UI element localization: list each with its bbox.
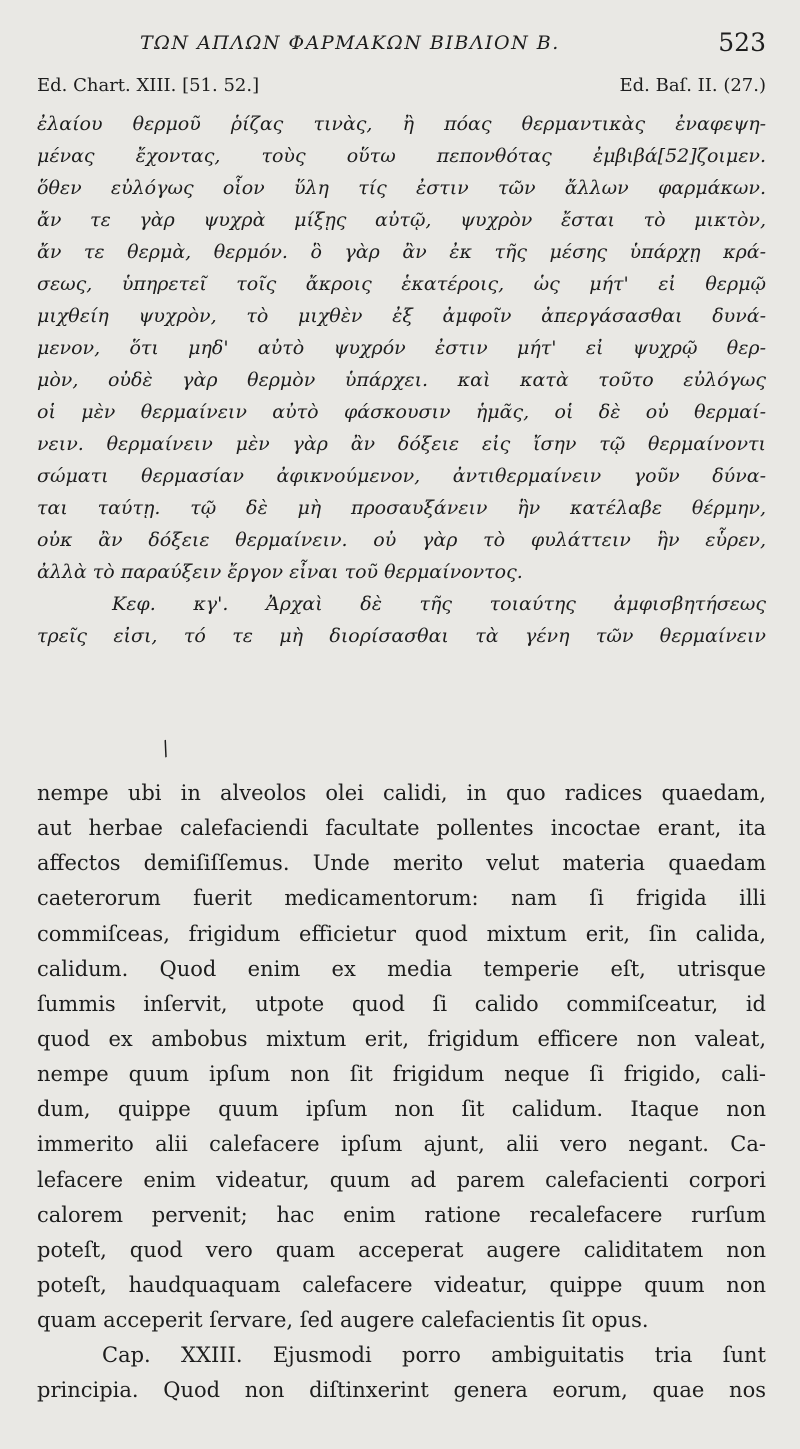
greek-line: ἐλαίου θερμοῦ ῥίζας τινὰς, ἢ πόας θερμαντικὰς ἐναφεψη- [37,113,766,135]
latin-line: principia. Quod non diſtinxerint genera eorum, quae nos [37,1378,766,1403]
latin-line: quod ex ambobus mixtum erit, frigidum efficere non valeat, [37,1026,766,1051]
latin-line: ſummis inſervit, utpote quod ſi calido commiſceatur, id [37,991,766,1016]
latin-line: affectos demiſiſſemus. Unde merito velut materia quaedam [37,851,766,876]
greek-line: ἄν τε θερμὰ, θερμόν. ὃ γὰρ ἂν ἐκ τῆς μέσης ὑπάρχῃ κρά- [37,241,766,263]
greek-line: νειν. θερμαίνειν μὲν γὰρ ἂν δόξειε εἰς ἴσην τῷ θερμαίνοντι [37,433,766,455]
page-number: 523 [718,28,766,57]
latin-line: quam acceperit ſervare, ſed augere calefacientis ſit opus. [37,1308,649,1333]
greek-text-block [37,108,766,652]
edition-chart-reference: Ed. Chart. XIII. [51. 52.] [37,75,260,96]
latin-line: immerito alii calefacere ipſum ajunt, alii vero negant. Ca- [37,1132,766,1157]
margin-stroke-mark: / [158,735,173,761]
latin-line: calidum. Quod enim ex media temperie eſt, utrisque [37,956,766,981]
edition-basel-reference: Ed. Baſ. II. (27.) [619,75,766,96]
latin-line: calorem pervenit; hac enim ratione recalefacere rurſum [37,1202,766,1227]
latin-line: poteſt, quod vero quam acceperat augere caliditatem non [37,1237,766,1262]
latin-line: nempe ubi in alveolos olei calidi, in quo radices quaedam, [37,781,766,805]
latin-line: lefacere enim videatur, quum ad parem calefacienti corpori [37,1167,766,1192]
latin-text-block [37,776,766,1409]
edition-reference-line [37,75,766,105]
greek-line: τρεῖς εἰσι, τό τε μὴ διορίσασθαι τὰ γένη τῶν θερμαίνειν [37,625,766,647]
latin-line: caeterorum fuerit medicamentorum: nam ſi frigida illi [37,886,766,911]
greek-line: μενον, ὅτι μηδ' αὐτὸ ψυχρόν ἐστιν μήτ' εἰ ψυχρῷ θερ- [37,337,766,359]
greek-line: ἄν τε γὰρ ψυχρὰ μίξῃς αὐτῷ, ψυχρὸν ἔσται τὸ μικτὸν, [37,209,766,231]
greek-line: σεως, ὑπηρετεῖ τοῖς ἄκροις ἑκατέροις, ὡς μήτ' εἰ θερμῷ [37,273,766,295]
greek-line: ται ταύτῃ. τῷ δὲ μὴ προσαυξάνειν ἣν κατέλαβε θέρμην, [37,497,766,519]
greek-line: ὅθεν εὐλόγως οἷον ὕλη τίς ἐστιν τῶν ἄλλων φαρμάκων. [37,177,766,199]
latin-chapter-heading-line: Cap. XXIII. Ejusmodi porro ambiguitatis tria ſunt [102,1343,766,1368]
latin-line: nempe quum ipſum non ſit frigidum neque ſi frigido, cali- [37,1062,766,1087]
greek-line: μένας ἔχοντας, τοὺς οὕτω πεπονθότας ἐμβιβά[52]ζοιμεν. [37,145,766,167]
running-head [0,28,800,62]
greek-line: ἀλλὰ τὸ παραύξειν ἔργον εἶναι τοῦ θερμαίνοντος. [37,561,523,583]
greek-line: σώματι θερμασίαν ἀφικνούμενον, ἀντιθερμαίνειν γοῦν δύνα- [37,465,766,487]
running-title: ΤΩΝ ΑΠΛΩΝ ΦΑΡΜΑΚΩΝ ΒΙΒΛΙΟΝ Β. [140,32,560,54]
greek-line: μιχθείη ψυχρὸν, τὸ μιχθὲν ἐξ ἀμφοῖν ἀπεργάσασθαι δυνά- [37,305,766,327]
greek-line: οὐκ ἂν δόξειε θερμαίνειν. οὐ γὰρ τὸ φυλάττειν ἣν εὗρεν, [37,529,766,551]
latin-line: poteſt, haudquaquam calefacere videatur, quippe quum non [37,1272,766,1297]
latin-line: commiſceas, frigidum efficietur quod mixtum erit, ſin calida, [37,921,766,946]
latin-line: dum, quippe quum ipſum non ſit calidum. Itaque non [37,1097,766,1122]
greek-chapter-heading-line: Κεφ. κγ'. Ἀρχαὶ δὲ τῆς τοιαύτης ἀμφισβητήσεως [112,593,766,615]
greek-line: οἱ μὲν θερμαίνειν αὐτὸ φάσκουσιν ἡμᾶς, οἱ δὲ οὐ θερμαί- [37,401,766,423]
greek-line: μὸν, οὐδὲ γὰρ θερμὸν ὑπάρχει. καὶ κατὰ τοῦτο εὐλόγως [37,369,766,391]
latin-line: aut herbae calefaciendi facultate pollentes incoctae erant, ita [37,816,766,841]
